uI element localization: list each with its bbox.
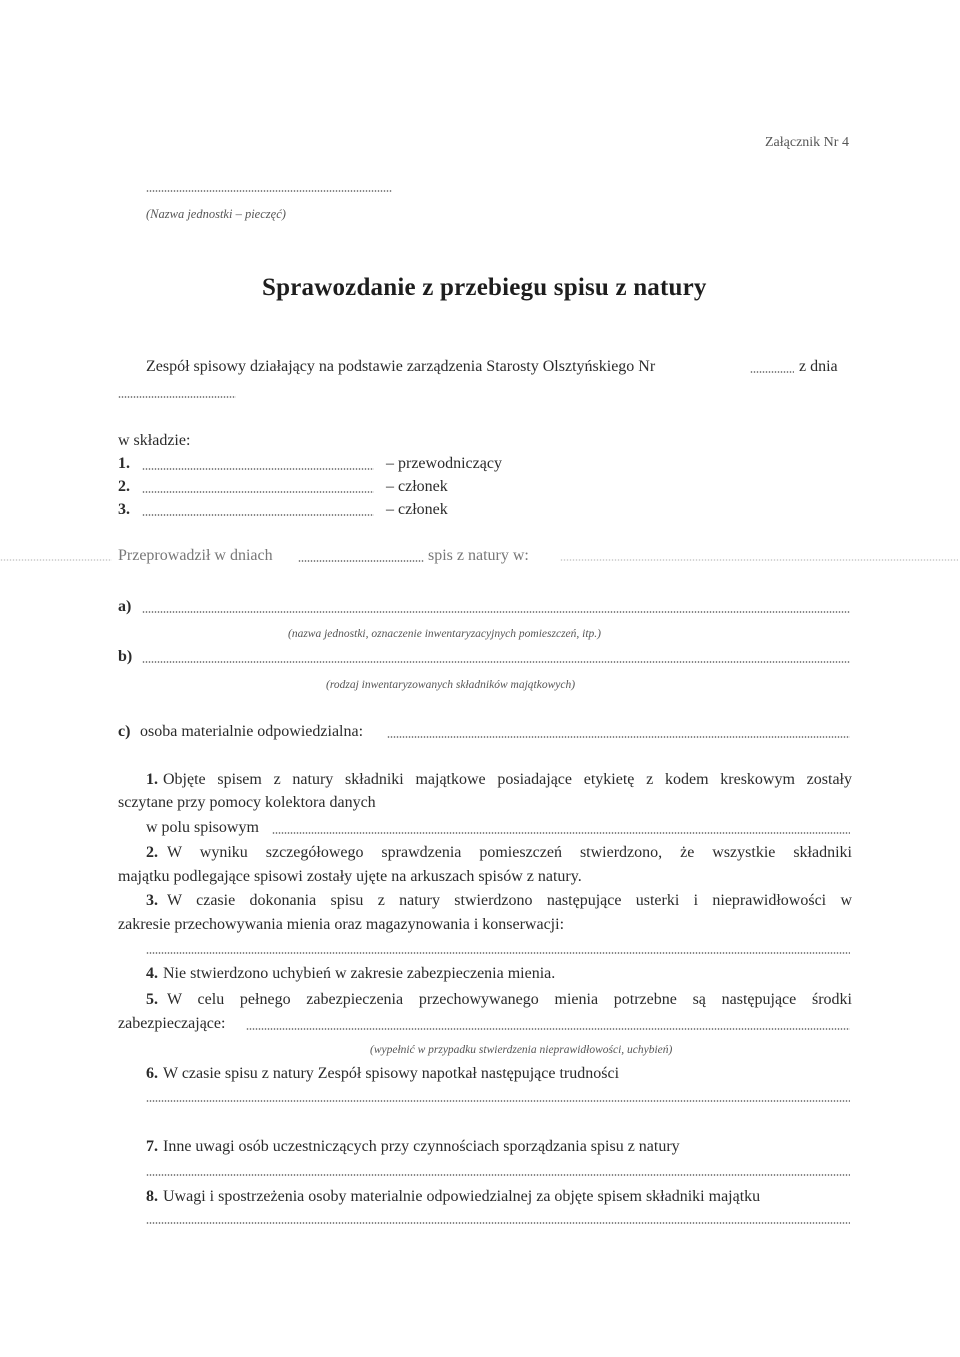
- member-number: 2.: [118, 478, 130, 495]
- point-6-line1: W czasie spisu z natury Zespół spisowy napotkał następujące trudności: [163, 1065, 620, 1082]
- location-c-label: c): [118, 723, 131, 740]
- members-label: w składzie:: [118, 432, 191, 449]
- member-number: 3.: [118, 501, 130, 518]
- member-role: – członek: [386, 478, 448, 495]
- date-field[interactable]: [118, 396, 236, 398]
- point-5-caption: (wypełnić w przypadku stwierdzenia nieprawidłowości, uchybień): [370, 1044, 673, 1056]
- member-role: – członek: [386, 501, 448, 518]
- intro-text: Zespół spisowy działający na podstawie zarządzenia Starosty Olsztyńskiego Nr: [146, 358, 656, 375]
- location-b-label: b): [118, 648, 133, 665]
- attachment-label: Załącznik Nr 4: [765, 135, 849, 150]
- member-3-field[interactable]: [142, 514, 374, 516]
- point-5-line1: W celu pełnego zabezpieczenia przechowywanego mienia potrzebne są następujące środki: [167, 991, 852, 1008]
- scan-noise: [0, 559, 112, 561]
- unit-name-field[interactable]: [146, 190, 392, 192]
- point-number: 8.: [146, 1188, 158, 1205]
- point-8-field[interactable]: [146, 1222, 850, 1224]
- point-number: 6.: [146, 1065, 158, 1082]
- member-2-field[interactable]: [142, 491, 374, 493]
- point-1-line2: sczytane przy pomocy kolektora danych: [118, 794, 376, 811]
- location-a-caption: (nazwa jednostki, oznaczenie inwentaryzacyjnych pomieszczeń, itp.): [288, 628, 601, 640]
- point-number: 1.: [146, 771, 158, 788]
- point-5-line2: zabezpieczające:: [118, 1015, 226, 1032]
- date-label: z dnia: [799, 358, 838, 375]
- point-number: 4.: [146, 965, 158, 982]
- point-1-field[interactable]: [272, 832, 850, 834]
- point-number: 7.: [146, 1138, 158, 1155]
- point-5-field[interactable]: [246, 1028, 850, 1030]
- location-b-field[interactable]: [142, 661, 850, 663]
- point-1-line3: w polu spisowym: [146, 819, 259, 836]
- location-b-caption: (rodzaj inwentaryzowanych składników majątkowych): [326, 679, 576, 691]
- conducted-prefix: Przeprowadził w dniach: [118, 547, 273, 564]
- point-2-line2: majątku podlegające spisowi zostały ujęte na arkuszach spisów z natury.: [118, 868, 582, 885]
- point-3-field[interactable]: [146, 952, 850, 954]
- unit-caption: (Nazwa jednostki – pieczęć): [146, 207, 286, 221]
- conducted-suffix: spis z natury w:: [428, 547, 529, 564]
- location-c-text: osoba materialnie odpowiedzialna:: [140, 723, 364, 740]
- point-6-field[interactable]: [146, 1100, 850, 1102]
- point-4-line1: Nie stwierdzono uchybień w zakresie zabezpieczenia mienia.: [163, 965, 556, 982]
- responsible-person-field[interactable]: [387, 736, 850, 738]
- document-title: Sprawozdanie z przebiegu spisu z natury: [262, 274, 707, 301]
- order-number-field[interactable]: [750, 371, 794, 373]
- location-a-field[interactable]: [142, 611, 850, 613]
- point-7-line1: Inne uwagi osób uczestniczących przy czynnościach sporządzania spisu z natury: [163, 1138, 680, 1155]
- member-number: 1.: [118, 455, 130, 472]
- point-2-line1: W wyniku szczegółowego sprawdzenia pomieszczeń stwierdzono, że wszystkie składniki: [167, 844, 852, 861]
- dates-field[interactable]: [298, 560, 424, 562]
- member-role: – przewodniczący: [386, 455, 502, 472]
- point-8-line1: Uwagi i spostrzeżenia osoby materialnie odpowiedzialnej za objęte spisem składniki majątku: [163, 1188, 761, 1205]
- scan-noise: [560, 559, 958, 561]
- point-7-field[interactable]: [146, 1174, 850, 1176]
- point-number: 5.: [146, 991, 158, 1008]
- location-a-label: a): [118, 598, 132, 615]
- point-3-line1: W czasie dokonania spisu z natury stwierdzono następujące usterki i nieprawidłowości w: [167, 892, 852, 909]
- member-1-field[interactable]: [142, 468, 374, 470]
- point-3-line2: zakresie przechowywania mienia oraz magazynowania i konserwacji:: [118, 916, 565, 933]
- point-number: 2.: [146, 844, 158, 861]
- point-number: 3.: [146, 892, 158, 909]
- point-1-line1: Objęte spisem z natury składniki majątkowe posiadające etykietę z kodem kreskowym zostały: [163, 771, 852, 788]
